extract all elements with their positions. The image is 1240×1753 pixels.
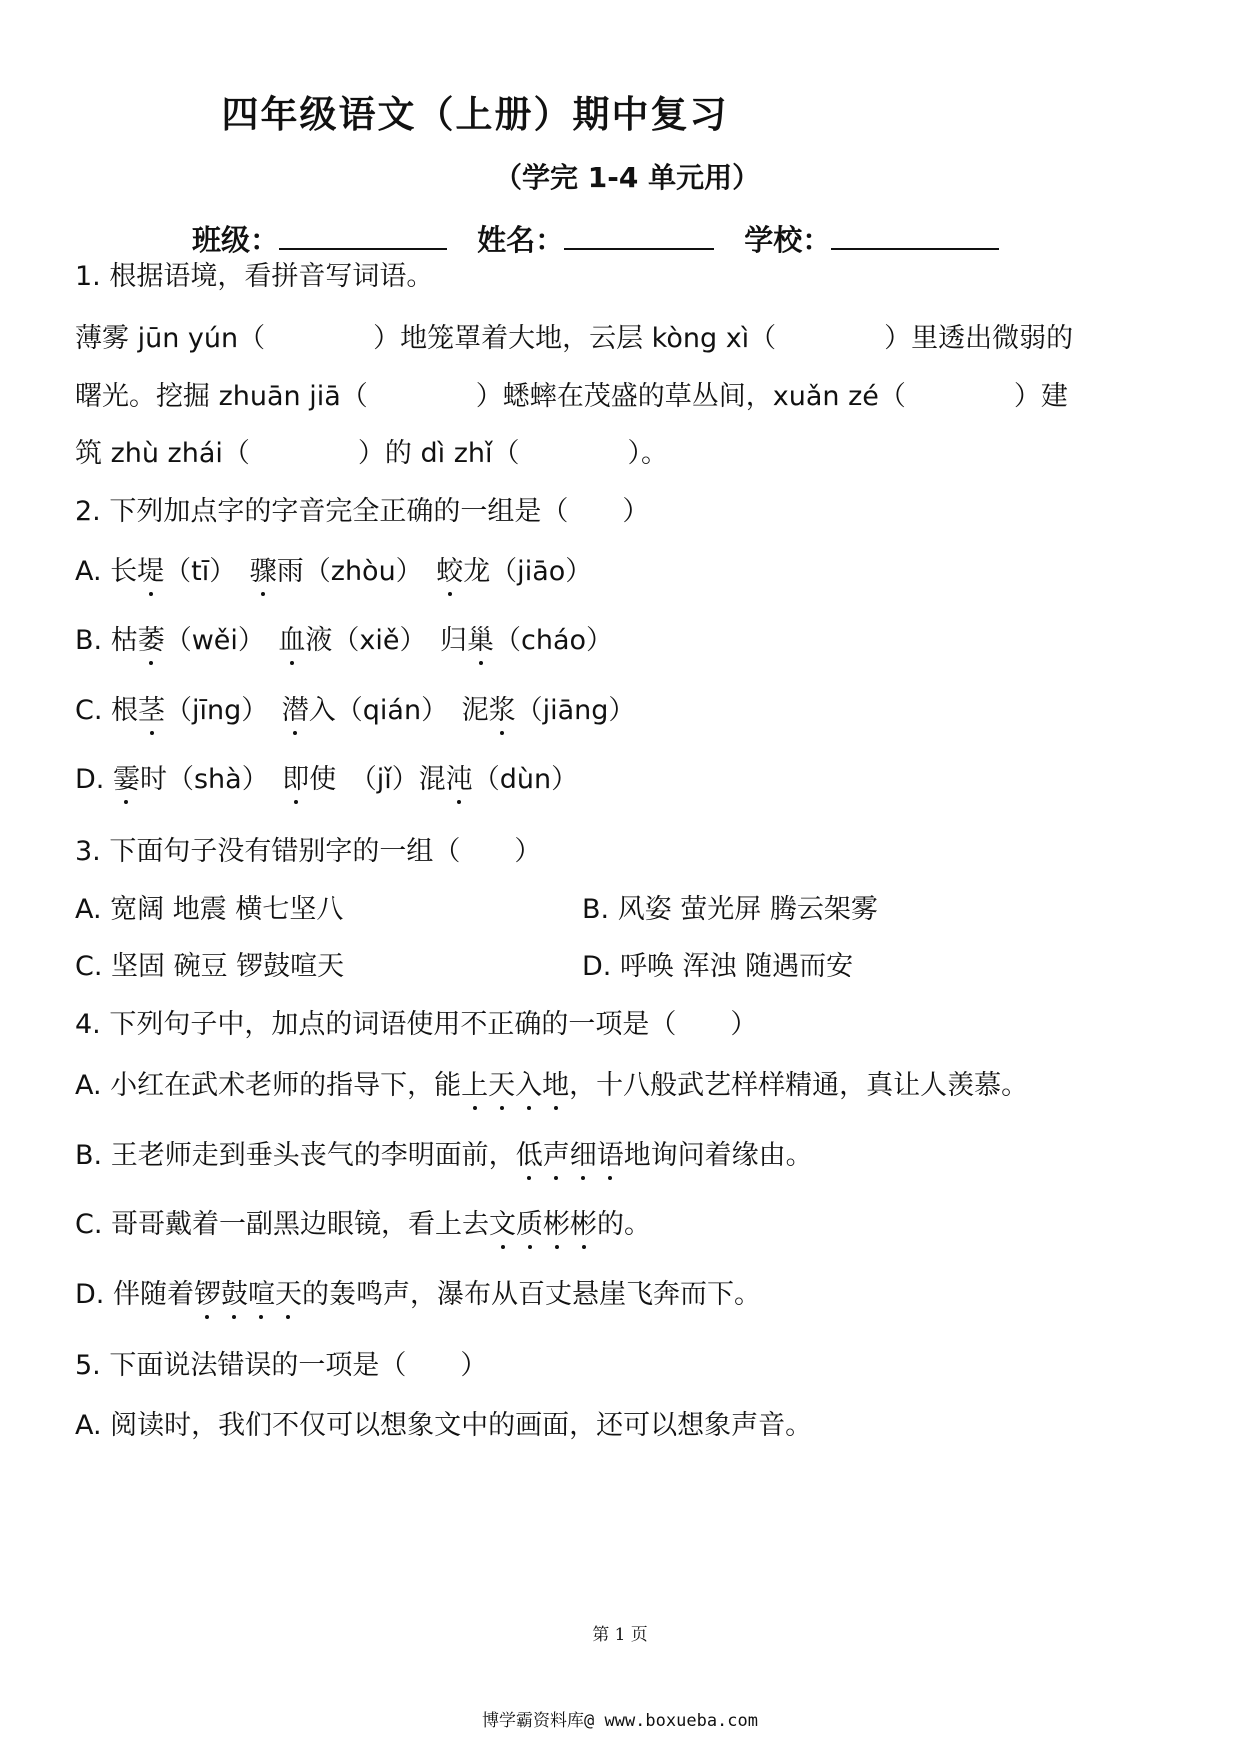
option-text: 液（xiě） 归 bbox=[305, 625, 467, 656]
emphasis-text: 血 bbox=[278, 625, 305, 656]
page-number: 第 1 页 bbox=[592, 1625, 648, 1645]
emphasis-text: 潜 bbox=[282, 695, 309, 726]
q3-option-a[interactable]: A. 宽阔 地震 横七坚八 bbox=[75, 894, 344, 925]
option-text: （dùn） bbox=[472, 764, 579, 795]
q1-prompt: 1. 根据语境，看拼音写词语。 bbox=[75, 261, 434, 292]
option-text: （jīng） bbox=[165, 695, 282, 726]
emphasis-text: 文质彬彬 bbox=[489, 1209, 597, 1240]
emphasis-text: 堤 bbox=[137, 556, 164, 587]
option-text: （jiāng） bbox=[515, 695, 636, 726]
emphasis-text: 萎 bbox=[138, 625, 165, 656]
option-text: 时（shà） bbox=[139, 764, 283, 795]
emphasis-text: 蛟 bbox=[436, 556, 463, 587]
emphasis-text: 锣鼓喧天 bbox=[194, 1279, 302, 1310]
q3-option-b[interactable]: B. 风姿 萤光屏 腾云架雾 bbox=[582, 894, 878, 925]
option-text: 雨（zhòu） bbox=[276, 556, 437, 587]
emphasis-text: 沌 bbox=[446, 764, 473, 795]
option-text: B. 王老师走到垂头丧气的李明面前， bbox=[75, 1140, 516, 1171]
emphasis-text: 巢 bbox=[467, 625, 494, 656]
name-label: 姓名： bbox=[477, 223, 565, 257]
emphasis-text: 骤 bbox=[250, 556, 277, 587]
q1-line-3: 筑 zhù zhái（ ）的 dì zhǐ（ ）。 bbox=[75, 438, 668, 469]
emphasis-text: 霎 bbox=[113, 764, 140, 795]
emphasis-text: 茎 bbox=[138, 695, 165, 726]
option-text: A. 长 bbox=[75, 556, 138, 587]
q4-prompt: 4. 下列句子中，加点的词语使用不正确的一项是（ ） bbox=[75, 1009, 758, 1040]
school-label: 学校： bbox=[744, 223, 832, 257]
q4-option-d[interactable] bbox=[75, 1272, 761, 1311]
page-title: 四年级语文（上册）期中复习 bbox=[221, 93, 729, 136]
emphasis-text: 浆 bbox=[489, 695, 516, 726]
option-text: ，十八般武艺样样精通，真让人羡慕。 bbox=[569, 1070, 1029, 1101]
option-text: 的轰鸣声，瀑布从百丈悬崖飞奔而下。 bbox=[301, 1279, 761, 1310]
class-field[interactable] bbox=[279, 220, 447, 250]
option-text: （tī） bbox=[164, 556, 250, 587]
q2-option-c[interactable] bbox=[75, 688, 635, 727]
q1-line-2: 曙光。挖掘 zhuān jiā（ ）蟋蟀在茂盛的草丛间，xuǎn zé（ ）建 bbox=[75, 381, 1068, 412]
name-field[interactable] bbox=[564, 220, 714, 250]
option-text: 地询问着缘由。 bbox=[623, 1140, 813, 1171]
q2-prompt: 2. 下列加点字的字音完全正确的一组是（ ） bbox=[75, 496, 650, 527]
q1-line-1: 薄雾 jūn yún（ ）地笼罩着大地，云层 kòng xì（ ）里透出微弱的 bbox=[75, 323, 1074, 354]
option-text: A. 小红在武术老师的指导下，能 bbox=[75, 1070, 462, 1101]
school-field[interactable] bbox=[831, 220, 999, 250]
option-text: D. 伴随着 bbox=[75, 1279, 194, 1310]
source-watermark: 博学霸资料库@ www.boxueba.com bbox=[482, 1711, 758, 1731]
emphasis-text: 上天入地 bbox=[461, 1070, 569, 1101]
option-text: （wěi） bbox=[164, 625, 279, 656]
option-text: 使 （jǐ）混 bbox=[309, 764, 446, 795]
q3-prompt: 3. 下面句子没有错别字的一组（ ） bbox=[75, 836, 542, 867]
emphasis-text: 即 bbox=[282, 764, 309, 795]
option-text: （cháo） bbox=[494, 625, 614, 656]
q3-option-c[interactable]: C. 坚固 碗豆 锣鼓喧天 bbox=[75, 951, 345, 982]
q2-option-d[interactable] bbox=[75, 757, 578, 796]
emphasis-text: 低声细语 bbox=[516, 1140, 624, 1171]
q5-option-a[interactable]: A. 阅读时，我们不仅可以想象文中的画面，还可以想象声音。 bbox=[75, 1410, 813, 1441]
student-info-row bbox=[192, 218, 1019, 259]
q3-option-d[interactable]: D. 呼唤 浑浊 随遇而安 bbox=[582, 951, 854, 982]
q4-option-c[interactable] bbox=[75, 1202, 651, 1241]
q2-option-a[interactable] bbox=[75, 549, 592, 588]
q4-option-b[interactable] bbox=[75, 1133, 813, 1172]
option-text: B. 枯 bbox=[75, 625, 138, 656]
q5-prompt: 5. 下面说法错误的一项是（ ） bbox=[75, 1350, 488, 1381]
option-text: D. bbox=[75, 764, 113, 795]
class-label: 班级： bbox=[192, 223, 280, 257]
option-text: 入（qián） 泥 bbox=[308, 695, 489, 726]
option-text: C. 哥哥戴着一副黑边眼镜，看上去 bbox=[75, 1209, 490, 1240]
option-text: 龙（jiāo） bbox=[463, 556, 593, 587]
option-text: C. 根 bbox=[75, 695, 139, 726]
option-text: 的。 bbox=[597, 1209, 652, 1240]
page-subtitle: （学完 1-4 单元用） bbox=[494, 161, 761, 194]
q2-option-b[interactable] bbox=[75, 618, 613, 657]
q4-option-a[interactable] bbox=[75, 1063, 1028, 1102]
